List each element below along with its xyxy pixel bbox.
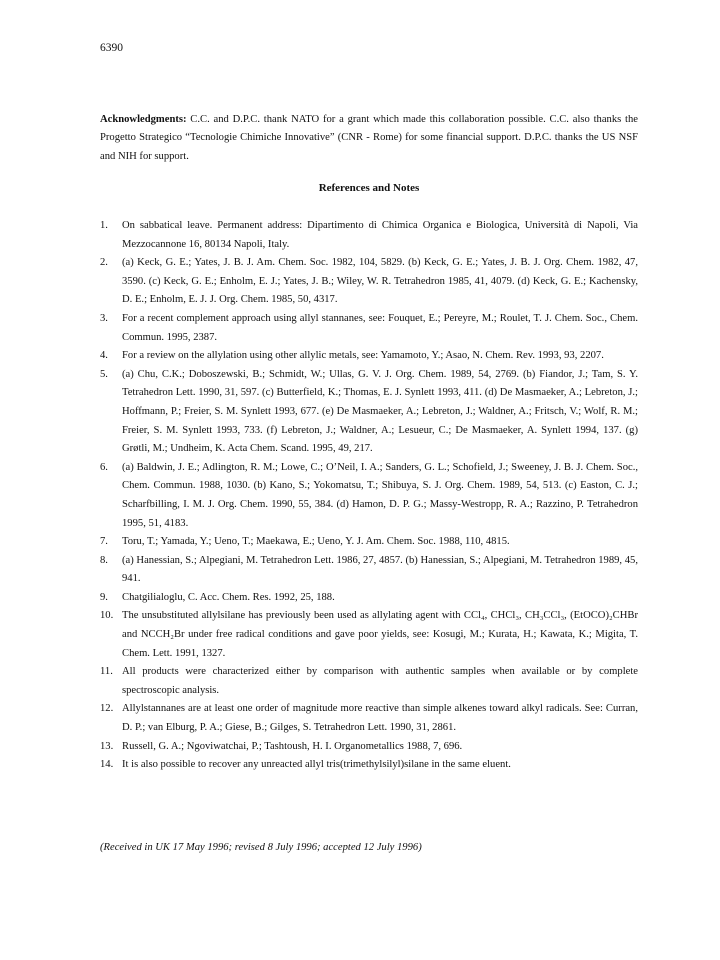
reference-text: On sabbatical leave. Permanent address: Dipartimento di Chimica Organica e Biologica, Università di Napoli, Via Mezzocannone 16, 80134 Napoli, Italy. xyxy=(122,220,638,250)
page-number: 6390 xyxy=(100,42,123,54)
reference-text: (a) Chu, C.K.; Doboszewski, B.; Schmidt, W.; Ullas, G. V. J. Org. Chem. 1989, 54, 2769. (b) Fiandor, J.; Tam, S. Y. Tetrahedron Lett. 1990, 31, 597. (c) Butterfield, K.; Thomas, E. J. Synlett 1993, 411. (d) De Masmaeker, A.; Lebreton, J.; Hoffmann, P.; Freier, S. M. Synlett 1993, 677. (e) De Masmaeker, A.; Lebreton, J.; Waldner, A.; Fritsch, V.; Wolf, R. M.; Freier, S. M. Synlett 1993, 733. (f) Lebreton, J.; Waldner, A.; Lesueur, C.; De Masmaeker, A. Synlett 1994, 137. (g) Grøtli, M.; Undheim, K. Acta Chem. Scand. 1995, 49, 217. xyxy=(122,368,638,455)
acknowledgments-label: Acknowledgments: xyxy=(100,113,187,125)
reference-text: (a) Hanessian, S.; Alpegiani, M. Tetrahedron Lett. 1986, 27, 4857. (b) Hanessian, S.; Alpegiani, M. Tetrahedron 1989, 45, 941. xyxy=(122,554,638,585)
reference-number: 12. xyxy=(100,703,114,715)
reference-text: (a) Keck, G. E.; Yates, J. B. J. Am. Chem. Soc. 1982, 104, 5829. (b) Keck, G. E.; Yates, J. B. J. Org. Chem. 1982, 47, 3590. (c) Keck, G. E.; Enholm, E. J.; Yates, J. B.; Wiley, W. R. Tetrahedron 1985, 41, 4079. (d) Keck, G. E.; Kachensky, D. E.; Enholm, E. J. J. Org. Chem. 1985, 50, 4317. xyxy=(122,257,638,306)
reference-text: (a) Baldwin, J. E.; Adlington, R. M.; Lowe, C.; O’Neil, I. A.; Sanders, G. L.; Schofield, J.; Sweeney, J. B. J. Chem. Soc., Chem. Commun. 1988, 1030. (b) Kano, S.; Yokomatsu, T.; Shibuya, S. J. Org. Chem. 1989, 54, 513. (c) Easton, C. J.; Scharfbilling, I. M. J. Org. Chem. 1990, 55, 384. (d) Hamon, D. P. G.; Massy-Westropp, R. A.; Razzino, P. Tetrahedron 1995, 51, 4183. xyxy=(122,461,638,529)
reference-number: 13. xyxy=(100,740,114,752)
reference-text: For a recent complement approach using allyl stannanes, see: Fouquet, E.; Pereyre, M.; Roulet, T. J. Chem. Soc., Chem. Commun. 1995, 2387. xyxy=(122,312,638,343)
reference-number: 10. xyxy=(100,610,114,622)
reference-number: 6. xyxy=(100,461,108,473)
reference-text: The unsubstituted allylsilane has previously been used as allylating agent with CCl₄, CHCl₃, CH₃CCl₃, (EtOCO)₂CHBr and NCCH₂Br under free radical conditions and gave poor yields, see: Kosugi, M.; Kurata, H.; Kawata, K.; Migita, T. Chem. Lett. 1991, 1327. xyxy=(122,610,638,659)
references-list xyxy=(100,217,638,775)
reference-item xyxy=(100,738,638,757)
reference-number: 14. xyxy=(100,759,114,771)
reference-text: For a review on the allylation using other allylic metals, see: Yamamoto, Y.; Asao, N. Chem. Rev. 1993, 93, 2207. xyxy=(122,350,604,362)
received-dates-note: (Received in UK 17 May 1996; revised 8 July 1996; accepted 12 July 1996) xyxy=(100,842,422,853)
reference-item xyxy=(100,589,638,608)
reference-text: Russell, G. A.; Ngoviwatchai, P.; Tashtoush, H. I. Organometallics 1988, 7, 696. xyxy=(122,740,463,752)
reference-text: It is also possible to recover any unreacted allyl tris(trimethylsilyl)silane in the same eluent. xyxy=(122,759,511,771)
reference-item xyxy=(100,607,638,663)
reference-item xyxy=(100,533,638,552)
reference-number: 9. xyxy=(100,591,108,603)
reference-text: All products were characterized either by comparison with authentic samples when available or by complete spectroscopic analysis. xyxy=(122,666,638,696)
reference-number: 3. xyxy=(100,312,108,324)
reference-number: 7. xyxy=(100,536,108,548)
reference-text: Toru, T.; Yamada, Y.; Ueno, T.; Maekawa, E.; Ueno, Y. J. Am. Chem. Soc. 1988, 110, 4815. xyxy=(122,536,510,548)
acknowledgments-paragraph xyxy=(100,111,638,167)
reference-item xyxy=(100,254,638,310)
reference-item xyxy=(100,663,638,700)
reference-item xyxy=(100,217,638,254)
reference-item xyxy=(100,700,638,737)
reference-number: 5. xyxy=(100,368,108,380)
reference-number: 8. xyxy=(100,554,108,566)
reference-number: 4. xyxy=(100,350,108,362)
reference-text: Chatgilialoglu, C. Acc. Chem. Res. 1992, 25, 188. xyxy=(122,591,335,603)
acknowledgments-text: C.C. and D.P.C. thank NATO for a grant which made this collaboration possible. C.C. also thanks the Progetto Strategico “Tecnologie Chimiche Innovative” (CNR - Rome) for some financial support. D.P.C. thanks the US NSF and NIH for support. xyxy=(100,113,638,162)
reference-item xyxy=(100,459,638,533)
reference-item xyxy=(100,366,638,459)
reference-number: 1. xyxy=(100,220,108,231)
reference-item xyxy=(100,552,638,589)
reference-item xyxy=(100,310,638,347)
reference-text: Allylstannanes are at least one order of magnitude more reactive than simple alkenes toward alkyl radicals. See: Curran, D. P.; van Elburg, P. A.; Giese, B.; Gilges, S. Tetrahedron Lett. 1990, 31, 2861. xyxy=(122,703,638,734)
reference-number: 11. xyxy=(100,666,113,678)
reference-item xyxy=(100,347,638,366)
reference-number: 2. xyxy=(100,257,108,269)
reference-item xyxy=(100,756,638,775)
references-heading: References and Notes xyxy=(318,182,420,194)
